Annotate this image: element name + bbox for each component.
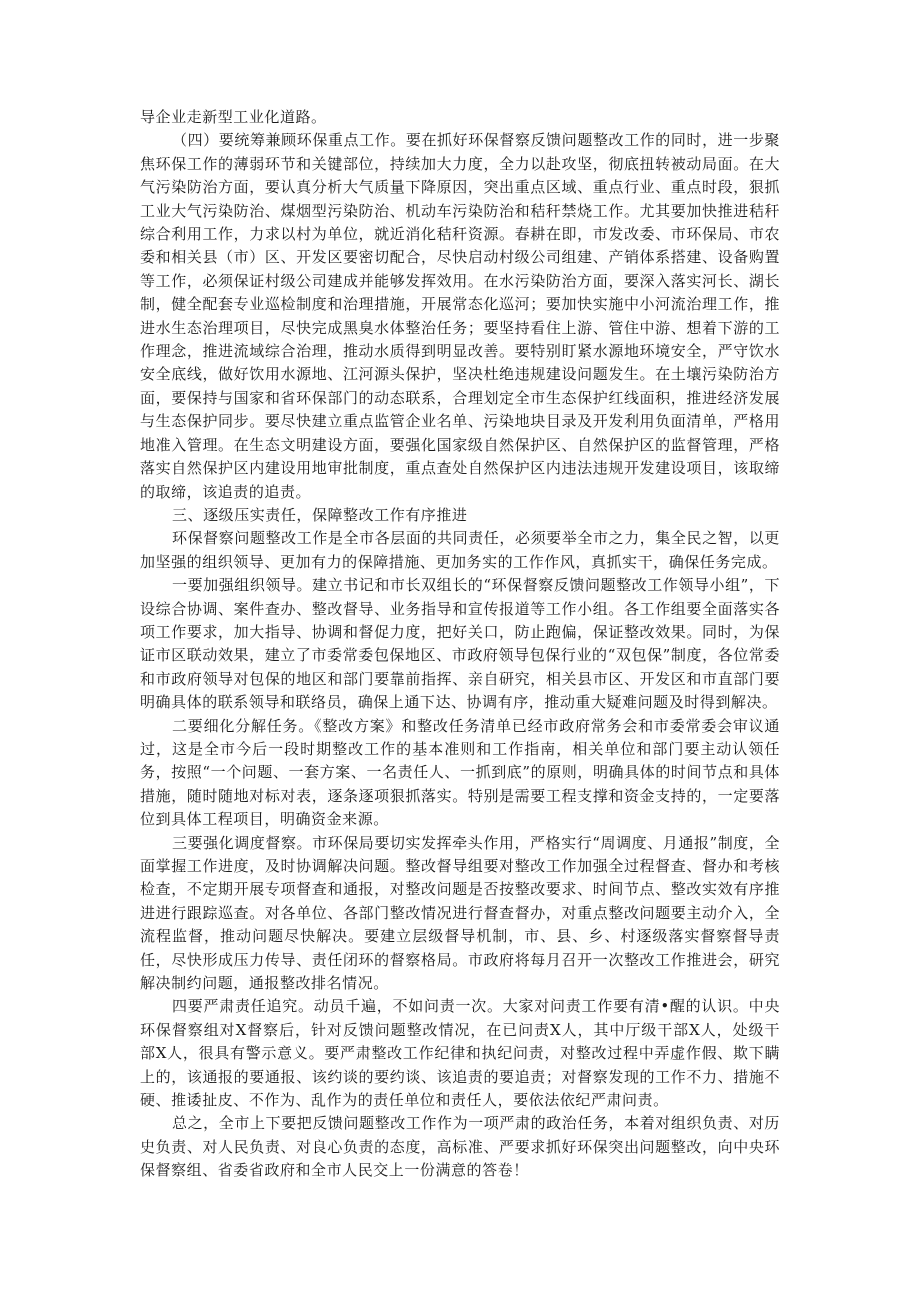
- section-heading-responsibility: 三、逐级压实责任，保障整改工作有序推进: [172, 505, 468, 524]
- paragraph-accountability: 四要严肃责任追究。动员千遍，不如问责一次。大家对问责工作要有清•醒的认识。中央环保督察组对X督察后，针对反馈问题整改情况，在已问责X人，其中厅级干部X人，处级干部X人，很具有警示意义。要严肃整改工作纪律和执纪问责，对整改过程中弄虚作假、欺下瞒上的，该通报的要通报、该约谈的要约谈、该追责的要追责；对督察发现的工作不力、措施不硬、推诿扯皮、不作为、乱作为的责任单位和责任人，要依法依纪严肃问责。: [140, 997, 780, 1110]
- paragraph-organization-leadership: 一要加强组织领导。建立书记和市长双组长的“环保督察反馈问题整改工作领导小组”，下设综合协调、案件查办、整改督导、业务指导和宣传报道等工作小组。各工作组要全面落实各项工作要求，加大指导、协调和督促力度，把好关口，防止跑偏，保证整改效果。同时，为保证市区联动效果，建立了市委常委包保地区、市政府领导包保行业的“双包保”制度，各位常委和市政府领导对包保的地区和部门要靠前指挥、亲自研究，相关县市区、开发区和市直部门要明确具体的联系领导和联络员，确保上通下达、协调有序，推动重大疑难问题及时得到解决。: [140, 576, 780, 712]
- paragraph-task-breakdown: 二要细化分解任务。《整改方案》和整改任务清单已经市政府常务会和市委常委会审议通过，这是全市今后一段时期整改工作的基本准则和工作指南，相关单位和部门要主动认领任务，按照“一个问题、一套方案、一名责任人、一抓到底”的原则，明确具体的时间节点和具体措施，随时随地对标对表，逐条逐项狠抓落实。特别是需要工程支撑和资金支持的，一定要落位到具体工程项目，明确资金来源。: [140, 716, 780, 829]
- paragraph-environment-key-work: （四）要统筹兼顾环保重点工作。要在抓好环保督察反馈问题整改工作的同时，进一步聚焦环保工作的薄弱环节和关键部位，持续加大力度，全力以赴攻坚，彻底扭转被动局面。在大气污染防治方面，要认真分析大气质量下降原因，突出重点区域、重点行业、重点时段，狠抓工业大气污染防治、煤烟型污染防治、机动车污染防治和秸秆禁烧工作。尤其要加快推进秸秆综合利用工作，力求以村为单位，就近消化秸秆资源。春耕在即，市发改委、市环保局、市农委和相关县（市）区、开发区要密切配合，尽快启动村级公司组建、产销体系搭建、设备购置等工作，必须保证村级公司建成并能够发挥效用。在水污染防治方面，要深入落实河长、湖长制，健全配套专业巡检制度和治理措施，开展常态化巡河；要加快实施中小河流治理工作，推进水生态治理项目，尽快完成黑臭水体整治任务；要坚持看住上游、管住中游、想着下游的工作理念，推进流域综合治理，推动水质得到明显改善。要特别盯紧水源地环境安全，严守饮水安全底线，做好饮用水源地、江河源头保护，坚决杜绝违规建设问题发生。在土壤污染防治方面，要保持与国家和省环保部门的动态联系，合理划定全市生态保护红线面积，推进经济发展与生态保护同步。要尽快建立重点监管企业名单、污染地块目录及开发利用负面清单，严格用地准入管理。在生态文明建设方面，要强化国家级自然保护区、自然保护区的监督管理，严格落实自然保护区内建设用地审批制度，重点查处自然保护区内违法违规开发建设项目，该取缔的取缔，该追责的追责。: [140, 131, 780, 501]
- document-page: [140, 106, 780, 1183]
- paragraph-continuation: 导企业走新型工业化道路。: [140, 108, 327, 126]
- paragraph-conclusion: 总之，全市上下要把反馈问题整改工作作为一项严肃的政治任务，本着对组织负责、对历史负责、对人民负责、对良心负责的态度，高标准、严要求抓好环保突出问题整改，向中央环保督察组、省委省政府和全市人民交上一份满意的答卷！: [140, 1114, 780, 1180]
- paragraph-dispatch-supervision: 三要强化调度督察。市环保局要切实发挥牵头作用，严格实行“周调度、月通报”制度，全面掌握工作进度，及时协调解决问题。整改督导组要对整改工作加强全过程督查、督办和考核检查，不定期开展专项督查和通报，对整改问题是否按整改要求、时间节点、整改实效有序推进进行跟踪巡查。对各单位、各部门整改情况进行督查督办，对重点整改问题要主动介入，全流程监督，推动问题尽快解决。要建立层级督导机制，市、县、乡、村逐级落实督察督导责任，尽快形成压力传导、责任闭环的督察格局。市政府将每月召开一次整改工作推进会，研究解决制约问题，通报整改排名情况。: [140, 833, 780, 993]
- paragraph-common-responsibility: 环保督察问题整改工作是全市各层面的共同责任，必须要举全市之力，集全民之智，以更加坚强的组织领导、更加有力的保障措施、更加务实的工作作风，真抓实干，确保任务完成。: [140, 529, 780, 571]
